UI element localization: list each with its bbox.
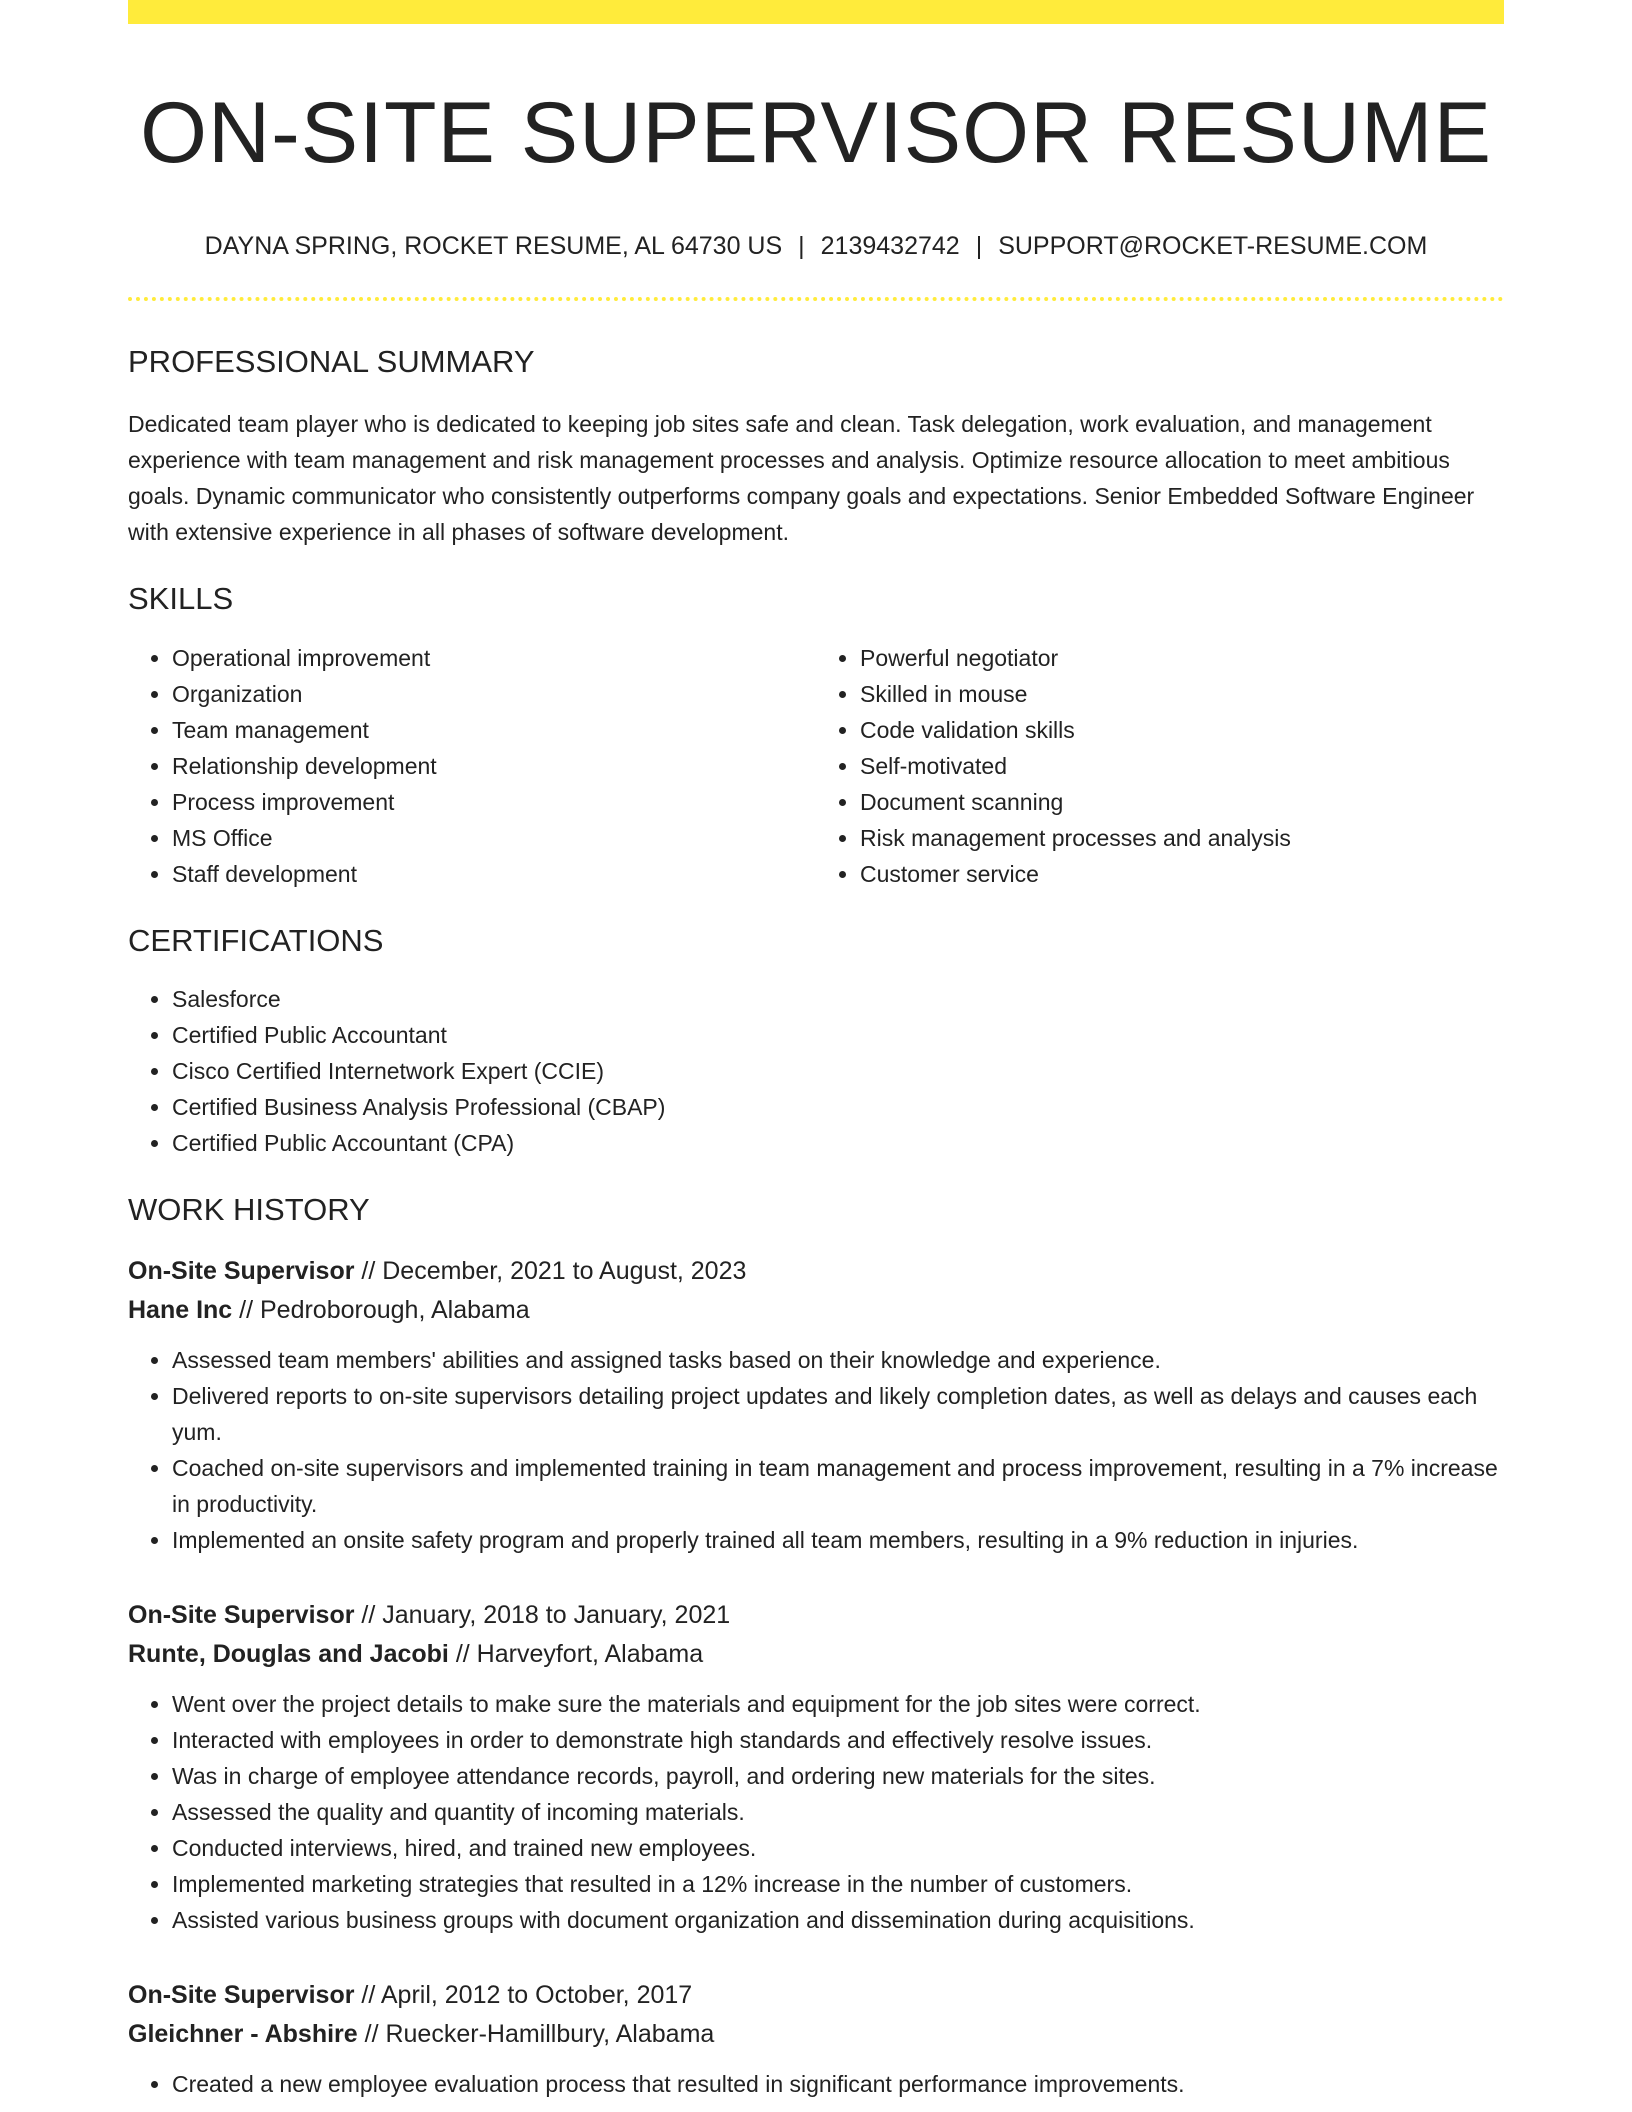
dotted-divider <box>128 297 1504 301</box>
skills-heading: SKILLS <box>128 581 234 617</box>
job-dates: // December, 2021 to August, 2023 <box>361 1256 747 1285</box>
job-bullets <box>128 1686 1504 1938</box>
skill-item: • Organization <box>172 676 816 712</box>
job-bullet: • Coached on-site supervisors and implemented training in team management and process improvement, resulting in a 7% increase in productivity. <box>172 1450 1504 1522</box>
job-company: Hane Inc <box>128 1295 233 1324</box>
skill-item: • Staff development <box>172 856 816 892</box>
job-role: On-Site Supervisor <box>128 1980 355 2009</box>
summary-heading: PROFESSIONAL SUMMARY <box>128 344 535 380</box>
job-bullets <box>128 2066 1504 2102</box>
certification-item: • Salesforce <box>172 981 1504 1017</box>
work-history-heading: WORK HISTORY <box>128 1191 370 1227</box>
job-bullet: • Assessed the quality and quantity of incoming materials. <box>172 1794 1504 1830</box>
job-company: Gleichner - Abshire <box>128 2019 358 2048</box>
job-bullet: • Interacted with employees in order to demonstrate high standards and effectively resolve issues. <box>172 1722 1504 1758</box>
summary-text: Dedicated team player who is dedicated to keeping job sites safe and clean. Task delegation, work evaluation, and management experience with team management and risk management processes and analysis. Optimize resource allocation to meet ambitious goals. Dynamic communicator who consistently outperforms company goals and expectations. Senior Embedded Software Engineer with extensive experience in all phases of software development. <box>128 411 1475 546</box>
resume-title: ON-SITE SUPERVISOR RESUME <box>140 85 1492 181</box>
certifications-list <box>128 981 1504 1161</box>
skills-list-right <box>816 640 1504 892</box>
skill-item: • Operational improvement <box>172 640 816 676</box>
contact-phone: 2139432742 <box>820 232 960 261</box>
certification-item: • Cisco Certified Internetwork Expert (CCIE) <box>172 1053 1504 1089</box>
skill-item: • MS Office <box>172 820 816 856</box>
skill-item: • Customer service <box>860 856 1504 892</box>
work-history-section <box>128 1191 1504 2102</box>
skill-item: • Code validation skills <box>860 712 1504 748</box>
skill-item: • Document scanning <box>860 784 1504 820</box>
certifications-section <box>128 922 1504 1161</box>
contact-email: SUPPORT@ROCKET-RESUME.COM <box>998 232 1428 261</box>
contact-separator: | <box>975 232 983 261</box>
job-company: Runte, Douglas and Jacobi <box>128 1639 449 1668</box>
job-dates: // January, 2018 to January, 2021 <box>361 1600 731 1629</box>
skill-item: • Self-motivated <box>860 748 1504 784</box>
job-role: On-Site Supervisor <box>128 1256 355 1285</box>
job-bullet: • Implemented marketing strategies that resulted in a 12% increase in the number of customers. <box>172 1866 1504 1902</box>
skill-item: • Relationship development <box>172 748 816 784</box>
accent-bar <box>128 0 1504 24</box>
job-role-line <box>128 1596 1504 1635</box>
job-bullet: • Delivered reports to on-site supervisors detailing project updates and likely completion dates, as well as delays and causes each yum. <box>172 1378 1504 1450</box>
job-company-line <box>128 1635 1504 1674</box>
skill-item: • Skilled in mouse <box>860 676 1504 712</box>
job-entry <box>128 1252 1504 1558</box>
job-bullet: • Assisted various business groups with document organization and dissemination during acquisitions. <box>172 1902 1504 1938</box>
job-bullet: • Implemented an onsite safety program and properly trained all team members, resulting in a 9% reduction in injuries. <box>172 1522 1504 1558</box>
job-entry <box>128 1976 1504 2102</box>
certification-item: • Certified Business Analysis Professional (CBAP) <box>172 1089 1504 1125</box>
job-bullet: • Was in charge of employee attendance records, payroll, and ordering new materials for the sites. <box>172 1758 1504 1794</box>
job-location: // Ruecker-Hamillbury, Alabama <box>364 2019 715 2048</box>
job-entry <box>128 1596 1504 1938</box>
skill-item: • Powerful negotiator <box>860 640 1504 676</box>
skills-columns <box>128 640 1504 892</box>
job-company-line <box>128 2015 1504 2054</box>
contact-line <box>128 231 1504 261</box>
job-bullets <box>128 1342 1504 1558</box>
job-role-line <box>128 1252 1504 1291</box>
skill-item: • Risk management processes and analysis <box>860 820 1504 856</box>
job-bullet: • Conducted interviews, hired, and trained new employees. <box>172 1830 1504 1866</box>
resume-page <box>128 0 1504 2102</box>
job-role: On-Site Supervisor <box>128 1600 355 1629</box>
skills-list-left <box>128 640 816 892</box>
job-bullet: • Created a new employee evaluation process that resulted in significant performance improvements. <box>172 2066 1504 2102</box>
contact-address: DAYNA SPRING, ROCKET RESUME, AL 64730 US <box>204 232 783 261</box>
job-location: // Pedroborough, Alabama <box>239 1295 530 1324</box>
skills-section <box>128 580 1504 891</box>
contact-separator: | <box>798 232 805 261</box>
skill-item: • Process improvement <box>172 784 816 820</box>
job-location: // Harveyfort, Alabama <box>455 1639 704 1668</box>
certification-item: • Certified Public Accountant (CPA) <box>172 1125 1504 1161</box>
job-company-line <box>128 1291 1504 1330</box>
job-bullet: • Went over the project details to make sure the materials and equipment for the job sites were correct. <box>172 1686 1504 1722</box>
skill-item: • Team management <box>172 712 816 748</box>
job-dates: // April, 2012 to October, 2017 <box>361 1980 693 2009</box>
job-bullet: • Assessed team members' abilities and assigned tasks based on their knowledge and experience. <box>172 1342 1504 1378</box>
job-role-line <box>128 1976 1504 2015</box>
certifications-heading: CERTIFICATIONS <box>128 922 384 958</box>
certification-item: • Certified Public Accountant <box>172 1017 1504 1053</box>
